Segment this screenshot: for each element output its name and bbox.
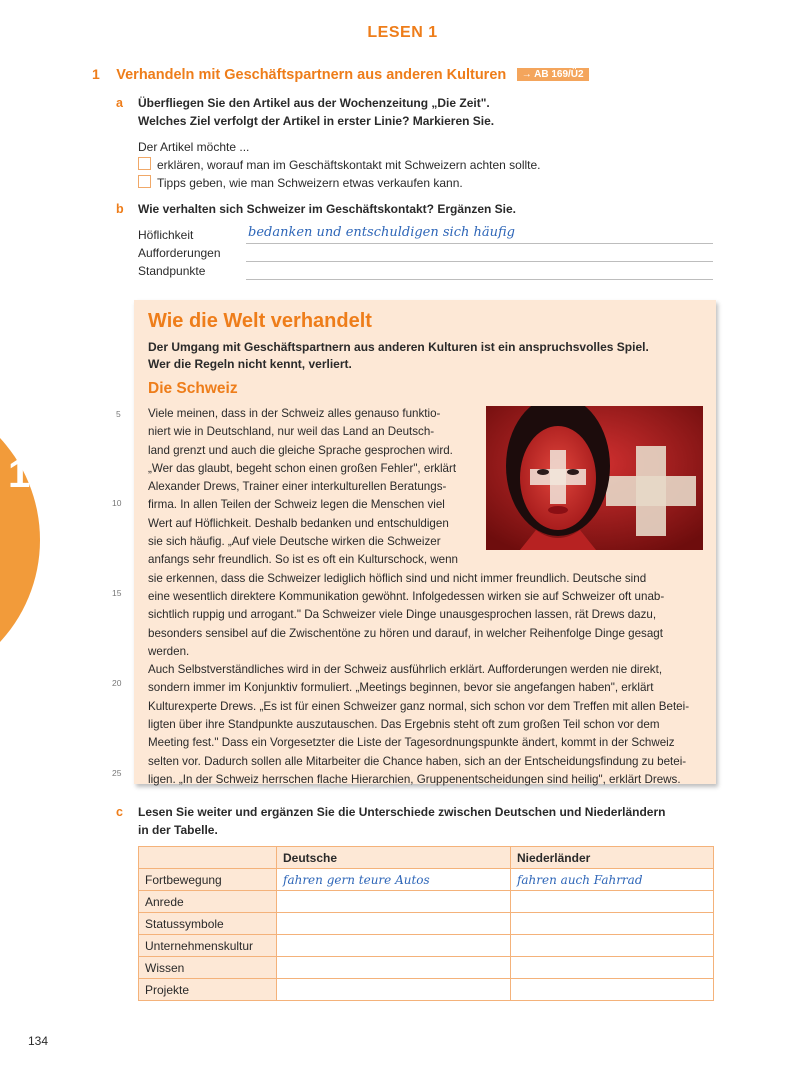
article-line: land grenzt und auch die gleiche Sprache gesprochen wird. bbox=[148, 443, 453, 457]
table-row-label: Fortbewegung bbox=[139, 869, 277, 891]
article-line: Alexander Drews, Trainer einer interkulturellen Beratungs- bbox=[148, 480, 447, 494]
field-line bbox=[246, 260, 713, 262]
article-line: „Wer das glaubt, begeht schon einen großen Fehler", erklärt bbox=[148, 461, 457, 475]
chapter-tab bbox=[0, 390, 40, 690]
article-title: Wie die Welt verhandelt bbox=[148, 310, 372, 332]
table-cell-answer[interactable] bbox=[510, 891, 713, 913]
line-number: 15 bbox=[112, 588, 122, 598]
table-cell-answer[interactable] bbox=[510, 935, 713, 957]
table-cell-answer[interactable] bbox=[510, 957, 713, 979]
part-c-letter: c bbox=[116, 805, 123, 819]
article-line: Meeting fest." Dass ein Vorgesetzter die Liste der Tagesordnungspunkte ändert, kommt in der Schweiz bbox=[148, 736, 675, 750]
table-row-label: Projekte bbox=[139, 979, 277, 1001]
table-header-row bbox=[139, 847, 714, 869]
article-line: selten vor. Dadurch sollen alle Mitarbeiter die Chance haben, sich an der Entscheidungsfindung zu betei- bbox=[148, 754, 687, 768]
article-line: sondern immer im Konjunktiv formuliert. „Meetings beginnen, bevor sie angefangen haben", erklärt bbox=[148, 681, 654, 695]
article-subtitle-line2: Wer die Regeln nicht kennt, verliert. bbox=[148, 357, 352, 371]
table-cell-answer[interactable]: fahren auch Fahrrad bbox=[510, 869, 713, 891]
article-line: ligten über ihre Standpunkte auszutauschen. Das Ergebnis steht oft zum großen Teil schon vor dem bbox=[148, 718, 660, 732]
swiss-flag-face-photo bbox=[486, 406, 703, 550]
option-2-checkbox[interactable] bbox=[138, 175, 151, 188]
workbook-reference-badge: → AB 169/Ü2 bbox=[517, 68, 589, 81]
table-row-label: Wissen bbox=[139, 957, 277, 979]
article-line: niert wie in Deutschland, nur weil das Land an Deutsch- bbox=[148, 425, 435, 439]
part-a-option-2[interactable] bbox=[138, 174, 463, 192]
table-header-cell bbox=[139, 847, 277, 869]
part-b-letter: b bbox=[116, 202, 124, 216]
table-cell-answer[interactable] bbox=[510, 913, 713, 935]
article-line: Auch Selbstverständliches wird in der Schweiz ausführlich erklärt. Aufforderungen werden nie direkt, bbox=[148, 663, 663, 677]
article-line: sichtlich ruppig und arrogant." Da Schweizer viele Dinge unausgesprochen lassen, rät Drews dazu, bbox=[148, 608, 657, 622]
option-1-checkbox[interactable] bbox=[138, 157, 151, 170]
article-line: Viele meinen, dass in der Schweiz alles genauso funktio- bbox=[148, 407, 441, 420]
part-a-instruction-line2: Welches Ziel verfolgt der Artikel in erster Linie? Markieren Sie. bbox=[138, 114, 495, 128]
table-cell-answer[interactable] bbox=[277, 891, 511, 913]
field-answer-hoeflichkeit[interactable]: bedanken und entschuldigen sich häufig bbox=[248, 225, 515, 240]
table-cell-answer[interactable] bbox=[277, 957, 511, 979]
line-number: 20 bbox=[112, 678, 122, 688]
article-line: Kulturexperte Drews. „Es ist für einen Schweizer ganz normal, sich schon vor dem Treffen mit allen Betei- bbox=[148, 699, 690, 713]
part-c-instruction-line1: Lesen Sie weiter und ergänzen Sie die Unterschiede zwischen Deutschen und Niederländern bbox=[138, 805, 666, 819]
option-2-label: Tipps geben, wie man Schweizern etwas verkaufen kann. bbox=[157, 176, 463, 190]
part-a-letter: a bbox=[116, 96, 123, 110]
field-label-standpunkte: Standpunkte bbox=[138, 264, 206, 278]
table-cell-answer[interactable] bbox=[277, 913, 511, 935]
field-line bbox=[246, 242, 713, 244]
table-cell-answer[interactable] bbox=[277, 979, 511, 1001]
table-header-cell: Deutsche bbox=[277, 847, 511, 869]
article-subtitle-line1: Der Umgang mit Geschäftspartnern aus anderen Kulturen ist ein anspruchsvolles Spiel. bbox=[148, 340, 649, 354]
exercise-number: 1 bbox=[92, 66, 100, 82]
article-line: eine wesentlich direktere Kommunikation gewöhnt. Infolgedessen wirken sie auf Schweizer oft unab- bbox=[148, 589, 665, 603]
table-row-label: Anrede bbox=[139, 891, 277, 913]
part-a-instruction-line1: Überfliegen Sie den Artikel aus der Wochenzeitung „Die Zeit". bbox=[138, 96, 490, 110]
article-line: sie erkennen, dass die Schweizer lediglich höflich sind und nicht immer freundlich. Deutsche sind bbox=[148, 571, 647, 585]
article-line: werden. bbox=[148, 644, 190, 658]
table-cell-answer[interactable]: fahren gern teure Autos bbox=[277, 869, 511, 891]
table-cell-answer[interactable] bbox=[510, 979, 713, 1001]
table-row bbox=[139, 891, 714, 913]
part-b-instruction: Wie verhalten sich Schweizer im Geschäftskontakt? Ergänzen Sie. bbox=[138, 202, 517, 216]
article-line: Wert auf Höflichkeit. Deshalb bedanken und entschuldigen bbox=[148, 516, 449, 530]
table-cell-answer[interactable] bbox=[277, 935, 511, 957]
part-a-instruction bbox=[138, 94, 494, 130]
article-line: ligen. „In der Schweiz herrschen flache Hierarchien, Gruppenentscheidungen sind heilig", erklärt Drews. bbox=[148, 772, 681, 786]
part-a-prompt: Der Artikel möchte ... bbox=[138, 140, 250, 154]
table-row bbox=[139, 979, 714, 1001]
table-header-cell: Niederländer bbox=[510, 847, 713, 869]
article-line: firma. In allen Teilen der Schweiz legen die Menschen viel bbox=[148, 498, 445, 512]
article-line: sie sich häufig. „Auf viele Deutsche wirken die Schweizer bbox=[148, 535, 441, 549]
exercise-title: Verhandeln mit Geschäftspartnern aus anderen Kulturen bbox=[116, 67, 507, 83]
option-1-label: erklären, worauf man im Geschäftskontakt mit Schweizern achten sollte. bbox=[157, 158, 541, 172]
page-number: 134 bbox=[28, 1034, 49, 1048]
table-row bbox=[139, 913, 714, 935]
article-section-heading: Die Schweiz bbox=[148, 380, 238, 397]
field-label-hoeflichkeit: Höflichkeit bbox=[138, 228, 194, 242]
article-line: besonders sensibel auf die Zwischentöne zu hören und darauf, in welcher Reihenfolge Dinge gesagt bbox=[148, 626, 663, 640]
table-row-label: Unternehmenskultur bbox=[139, 935, 277, 957]
line-number: 10 bbox=[112, 498, 122, 508]
comparison-table bbox=[138, 846, 714, 1001]
line-number: 25 bbox=[112, 768, 122, 778]
field-line bbox=[246, 278, 713, 280]
table-row bbox=[139, 957, 714, 979]
section-title: LESEN 1 bbox=[367, 24, 438, 41]
part-a-option-1[interactable] bbox=[138, 156, 541, 174]
field-label-aufforderungen: Aufforderungen bbox=[138, 246, 221, 260]
table-row bbox=[139, 869, 714, 891]
table-row-label: Statussymbole bbox=[139, 913, 277, 935]
line-number: 5 bbox=[116, 409, 121, 419]
article-subtitle bbox=[148, 339, 649, 373]
chapter-number: 11 bbox=[8, 452, 51, 496]
article-line: anfangs sehr freundlich. So ist es oft ein Kulturschock, wenn bbox=[148, 553, 458, 567]
table-row bbox=[139, 935, 714, 957]
part-c-instruction-line2: in der Tabelle. bbox=[138, 823, 218, 837]
part-c-instruction bbox=[138, 803, 665, 839]
exercise-header bbox=[92, 66, 589, 84]
